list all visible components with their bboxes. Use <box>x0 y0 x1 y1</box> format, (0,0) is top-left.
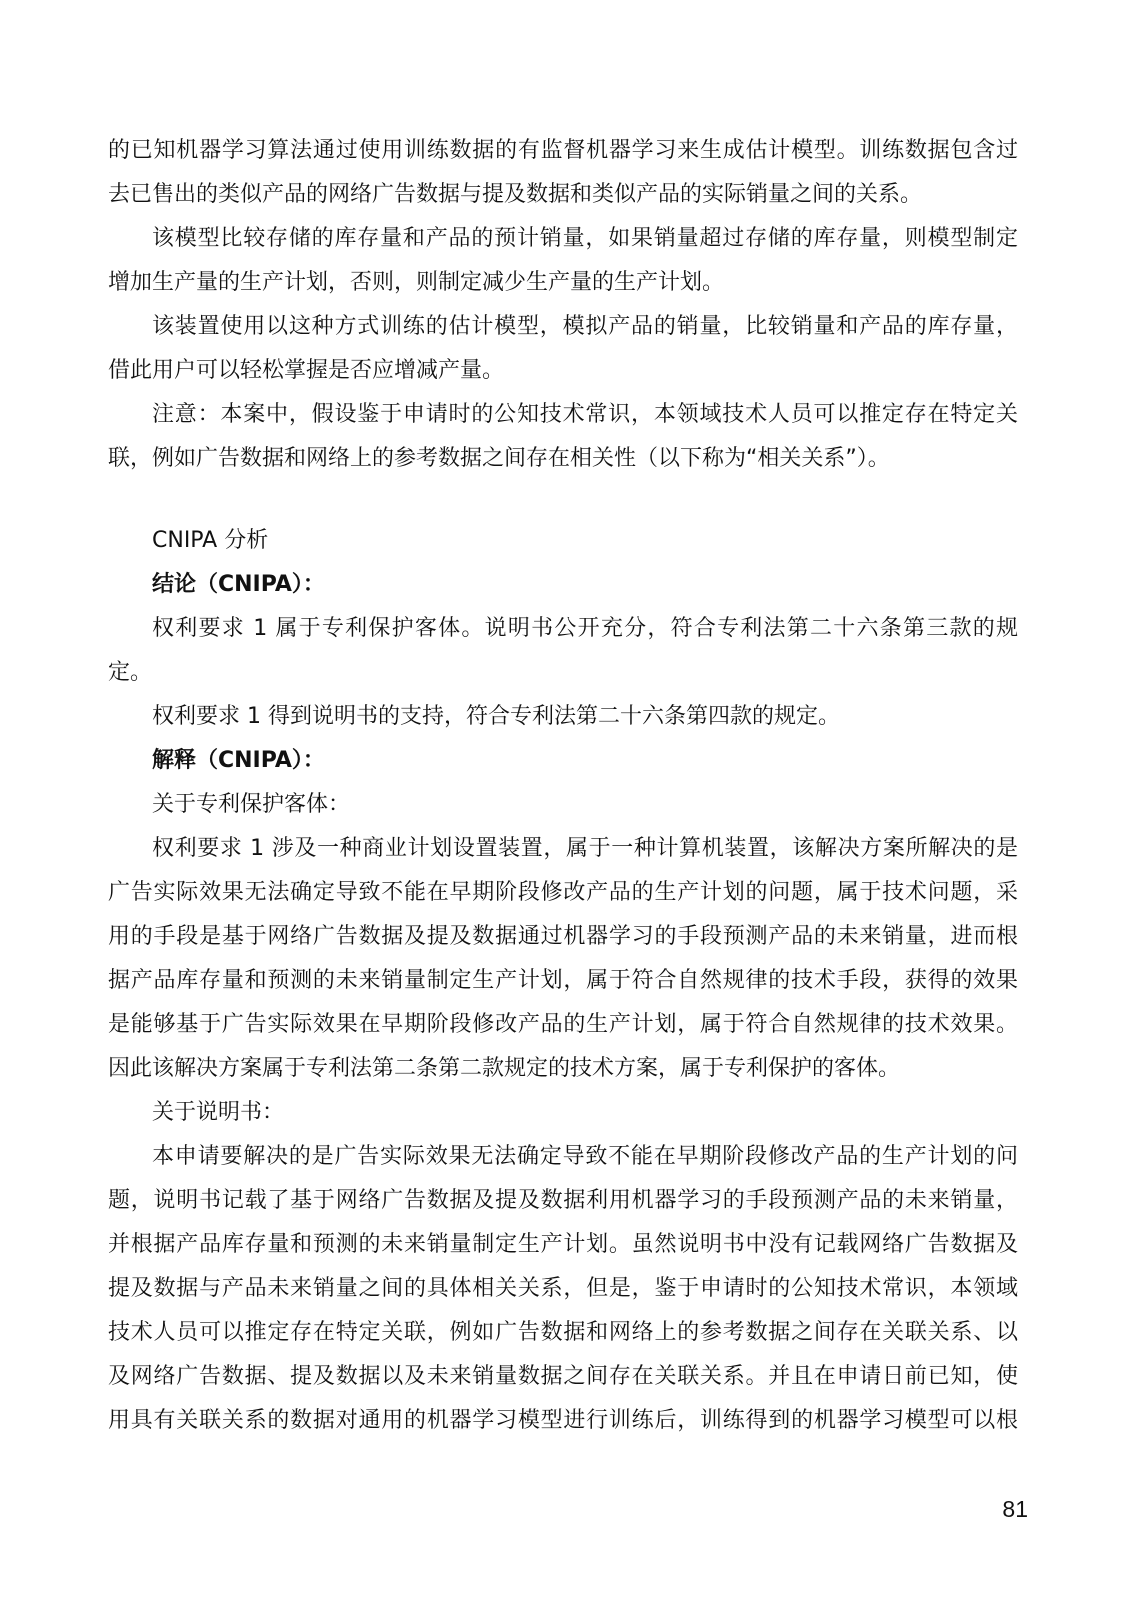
note-text-line: 注意：本案中，假设鉴于申请时的公知技术常识，本领域技术人员可以推定存在特定关 <box>152 402 1018 427</box>
body-text-line: 技术人员可以推定存在特定关联，例如广告数据和网络上的参考数据之间存在关联关系、以 <box>108 1320 1018 1345</box>
body-text-line: 该模型比较存储的库存量和产品的预计销量，如果销量超过存储的库存量，则模型制定 <box>152 226 1018 251</box>
body-text-line: 的已知机器学习算法通过使用训练数据的有监督机器学习来生成估计模型。训练数据包含过 <box>108 138 1018 163</box>
body-text-line: 定。 <box>108 660 153 685</box>
body-text-line: 借此用户可以轻松掌握是否应增减产量。 <box>108 358 505 383</box>
subheading: 关于说明书： <box>152 1100 285 1125</box>
body-text-line: 用具有关联关系的数据对通用的机器学习模型进行训练后，训练得到的机器学习模型可以根 <box>108 1408 1018 1433</box>
conclusion-heading: 结论（CNIPA）： <box>152 572 325 597</box>
body-text-line: 广告实际效果无法确定导致不能在早期阶段修改产品的生产计划的问题，属于技术问题，采 <box>108 880 1018 905</box>
body-text-line: 是能够基于广告实际效果在早期阶段修改产品的生产计划，属于符合自然规律的技术效果。 <box>108 1012 1018 1037</box>
body-text-line: 提及数据与产品未来销量之间的具体相关关系，但是，鉴于申请时的公知技术常识，本领域 <box>108 1276 1018 1301</box>
body-text-line: 权利要求 1 属于专利保护客体。说明书公开充分，符合专利法第二十六条第三款的规 <box>152 616 1018 641</box>
body-text-line: 增加生产量的生产计划，否则，则制定减少生产量的生产计划。 <box>108 270 725 295</box>
body-text-line: 去已售出的类似产品的网络广告数据与提及数据和类似产品的实际销量之间的关系。 <box>108 182 923 207</box>
page-number: 81 <box>1002 1496 1028 1522</box>
body-text-line: 权利要求 1 得到说明书的支持，符合专利法第二十六条第四款的规定。 <box>152 704 840 729</box>
body-text-line: 及网络广告数据、提及数据以及未来销量数据之间存在关联关系。并且在申请日前已知，使 <box>108 1364 1018 1389</box>
body-text-line: 并根据产品库存量和预测的未来销量制定生产计划。虽然说明书中没有记载网络广告数据及 <box>108 1232 1018 1257</box>
subheading: 关于专利保护客体： <box>152 792 351 817</box>
body-text-line: 题，说明书记载了基于网络广告数据及提及数据利用机器学习的手段预测产品的未来销量， <box>108 1188 1018 1213</box>
body-text-line: 权利要求 1 涉及一种商业计划设置装置，属于一种计算机装置，该解决方案所解决的是 <box>152 836 1018 861</box>
note-text-line: 联，例如广告数据和网络上的参考数据之间存在相关性（以下称为“相关关系”）。 <box>108 446 890 471</box>
section-heading: CNIPA 分析 <box>152 528 269 553</box>
body-text-line: 用的手段是基于网络广告数据及提及数据通过机器学习的手段预测产品的未来销量，进而根 <box>108 924 1018 949</box>
body-text-line: 据产品库存量和预测的未来销量制定生产计划，属于符合自然规律的技术手段，获得的效果 <box>108 968 1018 993</box>
body-text-line: 本申请要解决的是广告实际效果无法确定导致不能在早期阶段修改产品的生产计划的问 <box>152 1144 1018 1169</box>
body-text-line: 因此该解决方案属于专利法第二条第二款规定的技术方案，属于专利保护的客体。 <box>108 1056 901 1081</box>
body-text-line: 该装置使用以这种方式训练的估计模型，模拟产品的销量，比较销量和产品的库存量， <box>152 314 1018 339</box>
explanation-heading: 解释（CNIPA）： <box>152 748 325 773</box>
